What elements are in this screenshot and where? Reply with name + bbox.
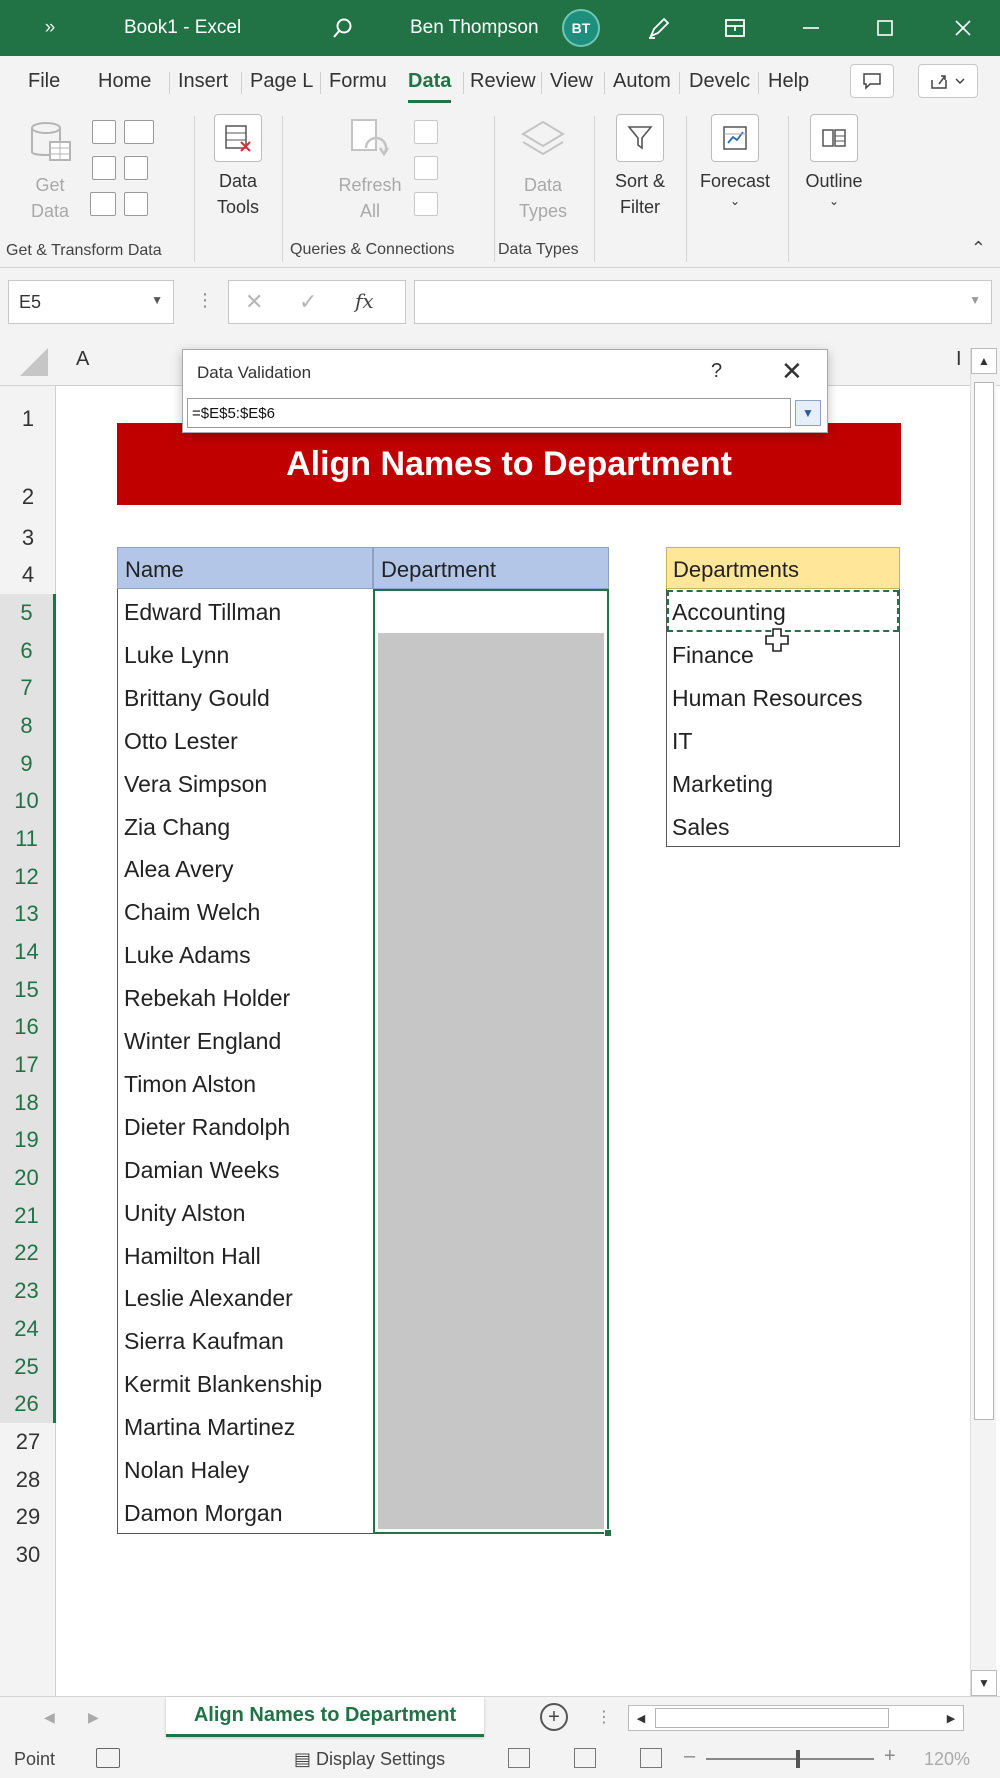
department-cell[interactable]: Sales [672, 813, 730, 840]
name-cell[interactable]: Winter England [124, 1028, 282, 1054]
row-header-22[interactable]: 22 [0, 1234, 56, 1272]
refresh-all-label-1: Refresh [338, 175, 402, 195]
display-settings-icon: ▤ [294, 1749, 312, 1769]
collapse-ribbon-icon[interactable]: ⌃ [970, 238, 986, 258]
data-types-label-1: Data [523, 175, 563, 195]
row-header-17[interactable]: 17 [0, 1046, 56, 1084]
group-separator [686, 116, 687, 262]
get-transform-group [0, 108, 192, 268]
department-cell[interactable]: Human Resources [672, 684, 863, 711]
from-table-icon[interactable] [92, 156, 116, 180]
row-header-13[interactable]: 13 [0, 895, 56, 933]
outline-icon [810, 114, 858, 162]
name-cell[interactable]: Timon Alston [124, 1070, 257, 1097]
row-header-27[interactable]: 27 [15, 1429, 41, 1454]
database-icon [26, 118, 74, 166]
cancel-icon[interactable]: ✕ [245, 289, 264, 314]
tab-automate[interactable]: Autom [613, 70, 671, 92]
page-layout-view-icon[interactable] [574, 1748, 596, 1768]
ribbon-display-options-icon[interactable] [718, 0, 752, 56]
maximize-icon[interactable] [868, 0, 902, 56]
row-header-16[interactable]: 16 [0, 1008, 56, 1046]
pen-icon[interactable] [642, 0, 676, 56]
name-cell[interactable]: Martina Martinez [124, 1414, 296, 1441]
ribbon [0, 108, 1000, 268]
sheet-banner-title[interactable]: Align Names to Department [117, 423, 901, 505]
department-column-header[interactable]: Department [373, 547, 609, 589]
name-cell[interactable]: Nolan Haley [124, 1457, 250, 1483]
scroll-right-icon[interactable]: ▶ [946, 1712, 956, 1725]
data-validation-dialog [182, 349, 828, 433]
zoom-slider-knob[interactable] [796, 1750, 800, 1768]
title-bar [0, 0, 1000, 56]
row-header-7[interactable]: 7 [0, 669, 56, 707]
formula-bar [0, 268, 1000, 338]
formula-input[interactable] [414, 280, 992, 324]
user-name[interactable]: Ben Thompson [410, 17, 539, 38]
row-header-11[interactable]: 11 [0, 820, 56, 858]
row-header-12[interactable]: 12 [0, 858, 56, 896]
tab-separator [604, 72, 605, 94]
macro-record-icon[interactable] [96, 1748, 120, 1768]
tab-page-layout[interactable]: Page L [250, 70, 314, 92]
group-separator [194, 116, 195, 262]
tab-developer[interactable]: Develc [689, 70, 751, 92]
row-header-15[interactable]: 15 [0, 971, 56, 1009]
tab-help[interactable]: Help [768, 70, 810, 92]
forecast-chevron-icon: ⌄ [729, 194, 741, 208]
properties-icon[interactable] [414, 156, 438, 180]
refresh-all-label-2: All [359, 201, 380, 221]
status-bar [0, 1740, 1000, 1778]
name-cell[interactable]: Damon Morgan [124, 1499, 283, 1526]
close-icon[interactable] [946, 0, 980, 56]
sort-filter-label-2: Filter [620, 197, 660, 217]
cell-select-cursor-icon [764, 627, 790, 653]
page-break-view-icon[interactable] [640, 1748, 662, 1768]
department-cell[interactable]: Marketing [672, 770, 773, 797]
name-cell[interactable]: Unity Alston [124, 1199, 246, 1226]
zoom-slider[interactable] [706, 1758, 874, 1760]
outline-label: Outline [805, 171, 863, 191]
group-separator [594, 116, 595, 262]
get-data-label-2: Data [30, 201, 70, 221]
data-tools-button[interactable] [204, 114, 272, 220]
filter-icon [616, 114, 664, 162]
tab-separator [679, 72, 680, 94]
name-box-value: E5 [19, 292, 42, 312]
name-cell[interactable]: Edward Tillman [124, 599, 282, 625]
get-data-label-1: Get [35, 175, 65, 195]
row-header-20[interactable]: 20 [0, 1159, 56, 1197]
get-data-button[interactable] [16, 118, 84, 224]
data-types-group-label: Data Types [498, 241, 579, 258]
tab-separator [758, 72, 759, 94]
tab-file[interactable]: File [28, 70, 61, 92]
edit-links-icon[interactable] [414, 192, 438, 216]
forecast-button[interactable] [692, 114, 778, 208]
add-sheet-icon[interactable]: + [540, 1703, 568, 1731]
row-header-2[interactable]: 2 [21, 484, 35, 509]
existing-connections-icon[interactable] [124, 192, 148, 216]
avatar[interactable] [562, 0, 602, 56]
display-settings-label: Display Settings [316, 1749, 446, 1769]
enter-check-icon[interactable]: ✓ [299, 289, 318, 314]
queries-connections-label: Queries & Connections [290, 241, 455, 258]
sort-filter-button[interactable] [604, 114, 676, 220]
department-selection-range[interactable] [373, 589, 609, 1534]
help-icon[interactable]: ? [711, 360, 723, 382]
zoom-out-icon[interactable]: – [684, 1745, 696, 1767]
insert-function-icon[interactable]: fx [355, 289, 374, 313]
name-cell[interactable]: Brittany Gould [124, 684, 270, 711]
row-header-10[interactable]: 10 [0, 782, 56, 820]
data-types-icon [519, 118, 567, 166]
row-headers [0, 386, 56, 1696]
formula-bar-grip-icon[interactable]: ⋮ [196, 290, 214, 310]
share-icon[interactable] [918, 64, 978, 98]
queries-connections-icon[interactable] [414, 120, 438, 144]
row-header-3[interactable]: 3 [21, 525, 35, 550]
name-cell[interactable]: Alea Avery [124, 856, 234, 883]
status-mode: Point [14, 1749, 56, 1769]
row-header-25[interactable]: 25 [0, 1348, 56, 1386]
column-header-i[interactable]: I [956, 348, 962, 370]
scroll-up-icon[interactable]: ▲ [971, 348, 997, 374]
sheet-bar-grip-icon[interactable]: ⋮ [596, 1709, 612, 1726]
recent-sources-icon[interactable] [124, 156, 148, 180]
tab-separator [241, 72, 242, 94]
row-header-26[interactable]: 26 [0, 1385, 56, 1423]
name-cell[interactable]: Chaim Welch [124, 899, 261, 926]
row-header-1[interactable]: 1 [21, 406, 35, 431]
row-header-29[interactable]: 29 [15, 1504, 41, 1529]
department-cell[interactable]: IT [672, 727, 693, 754]
department-cell[interactable]: Finance [672, 641, 754, 668]
name-cell[interactable]: Vera Simpson [124, 770, 268, 797]
tab-separator [169, 72, 170, 94]
scroll-left-icon[interactable]: ◀ [636, 1712, 646, 1725]
dialog-title: Data Validation [197, 363, 312, 382]
outline-chevron-icon: ⌄ [828, 194, 840, 208]
tab-home[interactable]: Home [98, 70, 152, 92]
sort-filter-label-1: Sort & [614, 171, 666, 191]
tab-separator [463, 72, 464, 94]
forecast-label: Forecast [699, 171, 771, 191]
from-picture-icon[interactable] [90, 192, 116, 216]
select-all-corner[interactable] [20, 348, 48, 376]
horizontal-scrollbar[interactable] [628, 1705, 964, 1731]
name-box[interactable] [8, 280, 174, 324]
row-header-6[interactable]: 6 [0, 632, 56, 670]
name-cell[interactable]: Hamilton Hall [124, 1242, 261, 1269]
refresh-icon [346, 118, 394, 166]
department-cell[interactable]: Accounting [672, 599, 786, 625]
row-header-28[interactable]: 28 [15, 1467, 41, 1492]
data-types-button[interactable] [508, 118, 578, 224]
window-title: Book1 - Excel [124, 17, 242, 38]
name-cell[interactable]: Luke Adams [124, 942, 251, 969]
vertical-scroll-thumb[interactable] [974, 382, 994, 1420]
quick-access-overflow-icon[interactable]: » [44, 17, 56, 38]
data-types-label-2: Types [518, 201, 568, 221]
fill-handle[interactable] [604, 1529, 612, 1537]
from-web-icon[interactable] [124, 120, 154, 144]
tab-separator [320, 72, 321, 94]
source-range-input[interactable] [187, 398, 791, 428]
outline-button[interactable] [796, 114, 872, 208]
refresh-all-button[interactable] [330, 118, 410, 224]
department-range-shaded [378, 633, 604, 1529]
row-header-5[interactable]: 5 [0, 594, 56, 632]
normal-view-icon[interactable] [508, 1748, 530, 1768]
zoom-in-icon[interactable]: + [884, 1745, 896, 1767]
prev-sheet-icon[interactable]: ◀ [44, 1709, 55, 1725]
comments-icon[interactable] [850, 64, 894, 98]
name-cell[interactable]: Sierra Kaufman [124, 1328, 284, 1355]
name-cell[interactable]: Luke Lynn [124, 641, 230, 668]
minimize-icon[interactable] [794, 0, 828, 56]
tab-data[interactable]: Data [408, 70, 452, 92]
name-cell[interactable]: Leslie Alexander [124, 1285, 293, 1312]
group-separator [494, 116, 495, 262]
tab-separator [541, 72, 542, 94]
row-header-14[interactable]: 14 [0, 933, 56, 971]
departments-header[interactable]: Departments [666, 547, 900, 589]
row-header-18[interactable]: 18 [0, 1084, 56, 1122]
avatar-initials: BT [562, 9, 600, 47]
expand-formula-icon[interactable]: ▼ [969, 293, 981, 307]
row-header-4[interactable]: 4 [21, 562, 35, 587]
name-cell[interactable]: Otto Lester [124, 727, 238, 754]
name-column-header[interactable]: Name [117, 547, 373, 589]
tab-review[interactable]: Review [470, 70, 536, 92]
tab-view[interactable]: View [550, 70, 593, 92]
name-cell[interactable]: Kermit Blankenship [124, 1371, 323, 1398]
get-transform-label: Get & Transform Data [6, 242, 162, 259]
display-settings-button[interactable] [294, 1749, 445, 1770]
group-separator [282, 116, 283, 262]
tab-formulas[interactable]: Formu [329, 70, 387, 92]
forecast-icon [711, 114, 759, 162]
row-header-21[interactable]: 21 [0, 1197, 56, 1235]
scroll-down-icon[interactable]: ▼ [971, 1670, 997, 1696]
vertical-scrollbar[interactable] [970, 348, 996, 1696]
tab-insert[interactable]: Insert [178, 70, 229, 92]
row-header-9[interactable]: 9 [0, 745, 56, 783]
sheet-tab-bar [0, 1696, 1000, 1740]
row-header-8[interactable]: 8 [0, 707, 56, 745]
name-cell[interactable]: Damian Weeks [124, 1156, 280, 1183]
row-header-19[interactable]: 19 [0, 1121, 56, 1159]
ribbon-tabs [0, 56, 1000, 108]
from-text-icon[interactable] [92, 120, 116, 144]
name-cell[interactable]: Dieter Randolph [124, 1113, 291, 1140]
data-validation-icon [214, 114, 262, 162]
formula-buttons [228, 280, 406, 324]
zoom-level[interactable]: 120% [924, 1749, 971, 1769]
search-icon[interactable] [326, 0, 360, 56]
chevron-down-icon[interactable]: ▼ [151, 293, 163, 307]
sheet-tab-active[interactable]: Align Names to Department [166, 1697, 484, 1737]
row-header-23[interactable]: 23 [0, 1272, 56, 1310]
expand-dialog-icon[interactable]: ▼ [795, 400, 821, 426]
next-sheet-icon[interactable]: ▶ [88, 1709, 99, 1725]
name-cell[interactable]: Rebekah Holder [124, 985, 291, 1012]
data-tools-label-1: Data [218, 171, 258, 191]
row-header-24[interactable]: 24 [0, 1310, 56, 1348]
column-header-a[interactable]: A [76, 348, 90, 370]
row-header-30[interactable]: 30 [15, 1542, 41, 1567]
group-separator [788, 116, 789, 262]
horizontal-scroll-thumb[interactable] [655, 1708, 889, 1728]
data-tools-label-2: Tools [216, 197, 260, 217]
dialog-close-icon[interactable]: ✕ [781, 356, 803, 386]
name-cell[interactable]: Zia Chang [124, 813, 231, 840]
